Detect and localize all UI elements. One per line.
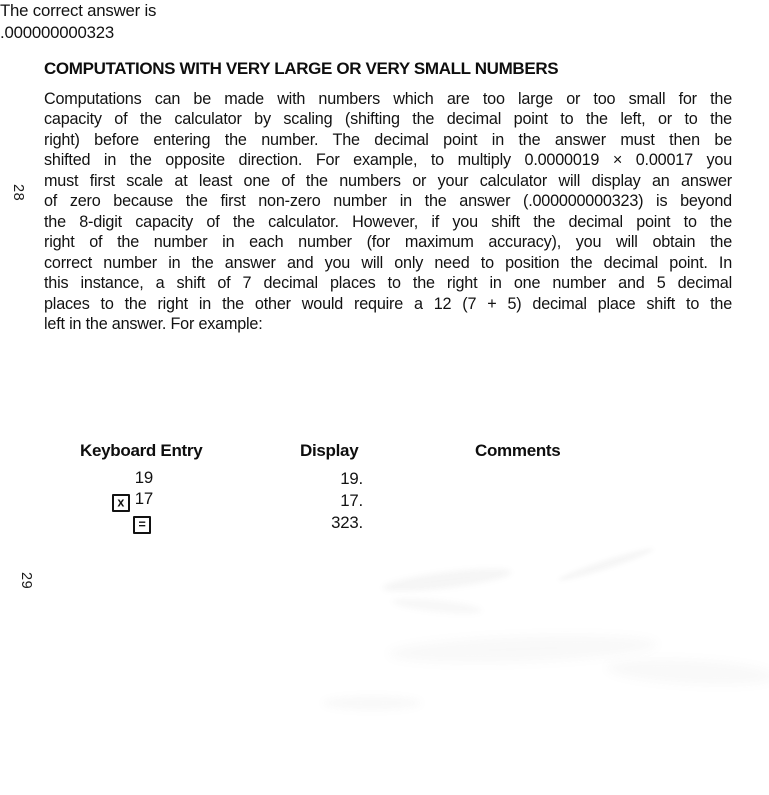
paragraph-line: of zero because the first non-zero number in the answer (.000000000323) is beyond xyxy=(44,192,732,211)
table-row-comment xyxy=(0,0,769,45)
section-heading: COMPUTATIONS WITH VERY LARGE OR VERY SMALL NUMBERS xyxy=(44,59,559,78)
paragraph-line: must first scale at least one of the numbers or your calculator will display an answer xyxy=(44,171,732,190)
column-header-comments: Comments xyxy=(475,441,561,460)
paragraph-line: this instance, a shift of 7 decimal places to the right in one number and 5 decimal xyxy=(44,274,732,293)
paragraph-line: left in the answer. For example: xyxy=(44,314,263,333)
entry-value: 17 xyxy=(134,489,153,508)
paragraph-line: right) before entering the number. The decimal point in the answer must then be xyxy=(44,130,732,149)
paragraph-line: correct number in the answer and you will only need to position the decimal point. In xyxy=(44,253,732,272)
column-header-display: Display xyxy=(300,441,359,460)
paragraph-line: right of the number in each number (for maximum accuracy), you will obtain the xyxy=(44,233,732,252)
scan-smudge xyxy=(322,696,422,710)
comment-line-1: The correct answer is xyxy=(0,1,157,20)
multiply-key-icon: x xyxy=(112,494,130,512)
margin-page-number-28: 28 xyxy=(10,184,26,202)
paragraph-line: capacity of the calculator by scaling (shifting the decimal point to the left, or to the xyxy=(44,110,732,129)
equals-key-icon: = xyxy=(133,516,151,534)
table-row-entry: 19 xyxy=(134,468,153,487)
scan-smudge xyxy=(557,545,655,584)
margin-page-number-29: 29 xyxy=(18,572,34,590)
column-header-keyboard-entry: Keyboard Entry xyxy=(80,441,203,460)
paragraph-line: places to the right in the other would require a 12 (7 + 5) decimal place shift to the xyxy=(44,294,732,313)
table-row-entry xyxy=(80,489,153,512)
table-row-display: 19. xyxy=(340,469,363,488)
paragraph-line: shifted in the opposite direction. For example, to multiply 0.0000019 × 0.00017 you xyxy=(44,151,732,170)
scan-smudge xyxy=(392,595,483,616)
table-row-display: 17. xyxy=(340,491,363,510)
table-row-entry xyxy=(80,511,155,534)
comment-line-2: .000000000323 xyxy=(0,23,115,43)
scan-smudge xyxy=(382,564,513,596)
paragraph-line: the 8-digit capacity of the calculator. However, if you shift the decimal point to the xyxy=(44,212,732,231)
table-row-display: 323. xyxy=(331,513,363,532)
scan-smudge xyxy=(605,656,769,689)
paragraph-line: Computations can be made with numbers which are too large or too small for the xyxy=(44,90,732,108)
scan-smudge xyxy=(388,631,659,666)
body-paragraph xyxy=(44,89,732,334)
